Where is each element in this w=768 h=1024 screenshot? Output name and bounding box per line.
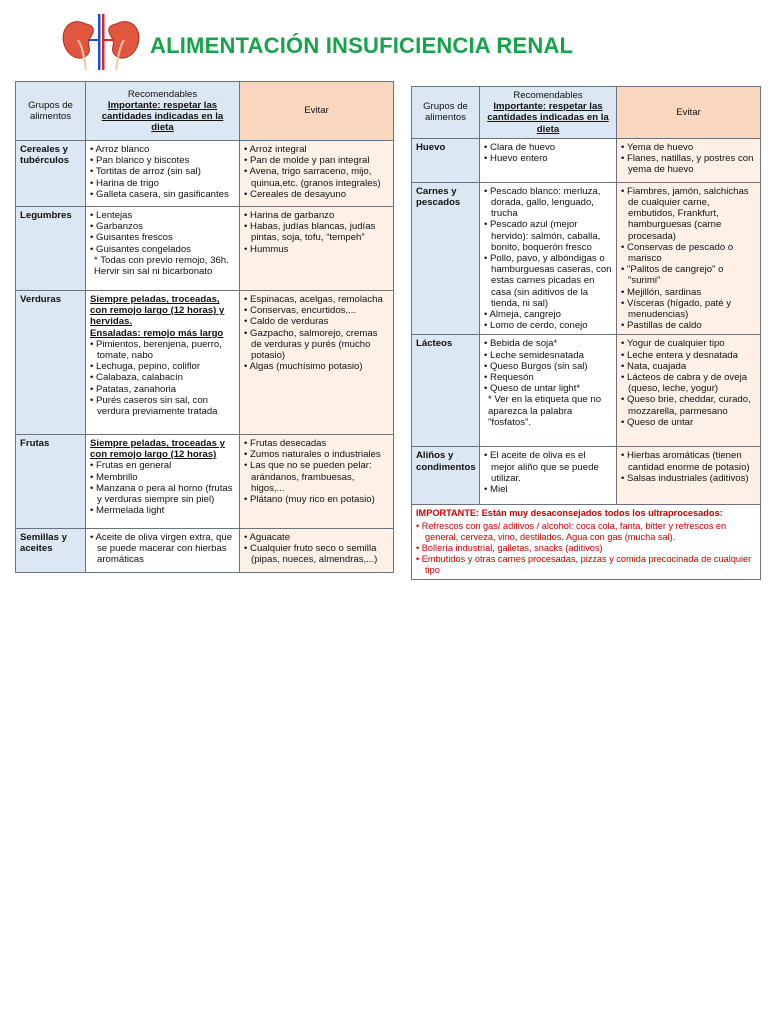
table-row [16, 141, 394, 207]
recommended-list [484, 338, 612, 394]
header-recommended-sub: Importante: respetar las cantidades indicadas en la dieta [101, 99, 224, 134]
avoid-cell [240, 291, 394, 435]
group-cell: Cereales y tubérculos [16, 141, 86, 207]
recommended-list [484, 142, 612, 164]
recommended-cell [86, 291, 240, 435]
list-item: • Aceite de oliva virgen extra, que se puede macerar con hierbas aromáticas [90, 532, 235, 566]
list-item: • Refrescos con gas/ aditivos / alcohol: coca cola, fanta, bitter y refrescos en general, cerveza, vino, destilados. Agua con gas (mucha sal). [416, 521, 756, 543]
recommended-list [90, 460, 235, 516]
recommended-cell [86, 435, 240, 529]
list-item: • Guisantes frescos [90, 232, 235, 243]
list-item: • Espinacas, acelgas, remolacha [244, 294, 389, 305]
list-item: • Bebida de soja* [484, 338, 612, 349]
list-item: • Membrillo [90, 472, 235, 483]
recommended-note: * Ver en la etiqueta que no aparezca la palabra "fosfatos". [488, 394, 602, 428]
table-header-row [412, 87, 761, 139]
table-row [16, 435, 394, 529]
list-item: • Las que no se pueden pelar: arándanos, frambuesas, higos,... [244, 460, 389, 494]
list-item: • Clara de huevo [484, 142, 612, 153]
list-item: • Pastillas de caldo [621, 320, 756, 331]
list-item: • Pan de molde y pan integral [244, 155, 389, 166]
list-item: • Flanes, natillas, y postres con yema de huevo [621, 153, 756, 175]
table-row [412, 335, 761, 447]
list-item: • Arroz blanco [90, 144, 235, 155]
important-list [416, 521, 756, 576]
avoid-list [244, 438, 389, 505]
table-row [16, 207, 394, 291]
list-item: • Frutas desecadas [244, 438, 389, 449]
list-item: • Avena, trigo sarraceno, mijo, quinua,etc. (granos integrales) [244, 166, 389, 188]
avoid-list [621, 142, 756, 176]
list-item: • Galleta casera, sin gasificantes [90, 189, 235, 200]
avoid-cell [240, 529, 394, 573]
list-item: • Cereales de desayuno [244, 189, 389, 200]
list-item: • Caldo de verduras [244, 316, 389, 327]
header-avoid: Evitar [617, 87, 761, 139]
list-item: • Pollo, pavo, y albóndigas o hamburguesas caseras, con estas carnes picadas en casa (sin aditivos de la tienda, ni sal) [484, 253, 612, 309]
kidneys-icon [58, 10, 144, 72]
list-item: • Gazpacho, salmorejo, cremas de verduras y purés (mucho potasio) [244, 328, 389, 362]
list-item: • Pescado azul (mejor hervido): salmón, caballa, bonito, boquerón fresco [484, 219, 612, 253]
list-item: • Tortitas de arroz (sin sal) [90, 166, 235, 177]
list-item: • Yema de huevo [621, 142, 756, 153]
recommended-list [484, 186, 612, 332]
header-recommended [86, 82, 240, 141]
avoid-list [621, 186, 756, 332]
list-item: • Guisantes congelados [90, 244, 235, 255]
header-recommended-title: Recomendables [127, 88, 198, 100]
avoid-cell [617, 138, 761, 182]
list-item: • Harina de trigo [90, 178, 235, 189]
list-item: • Garbanzos [90, 221, 235, 232]
header-recommended-sub: Importante: respetar las cantidades indicadas en la dieta [487, 101, 609, 135]
list-item: • Huevo entero [484, 153, 612, 164]
avoid-list [621, 450, 756, 484]
header-avoid: Evitar [240, 82, 394, 141]
list-item: • Aguacate [244, 532, 389, 543]
recommended-emphasis: Siempre peladas, troceadas, con remojo largo (12 horas) y hervidas. [90, 294, 225, 328]
recommended-cell [86, 207, 240, 291]
list-item: • Yogur de cualquier tipo [621, 338, 756, 349]
table-row [412, 447, 761, 505]
list-item: • Habas, judías blancas, judías pintas, soja, tofu, “tempeh” [244, 221, 389, 243]
list-item: • Embutidos y otras carnes procesadas, pizzas y comida precocinada de cualquier tipo [416, 554, 756, 576]
recommended-list [484, 450, 612, 495]
list-item: • Pescado blanco: merluza, dorada, gallo, lenguado, trucha [484, 186, 612, 220]
recommended-cell [480, 182, 617, 335]
important-row [412, 505, 761, 580]
page-title: ALIMENTACIÓN INSUFICIENCIA RENAL [150, 33, 574, 58]
group-cell: Frutas [16, 435, 86, 529]
avoid-list [244, 532, 389, 566]
list-item: • Lácteos de cabra y de oveja (queso, leche, yogur) [621, 372, 756, 394]
avoid-list [244, 294, 389, 372]
recommended-cell [86, 141, 240, 207]
list-item: • Queso brie, cheddar, curado, mozzarella, parmesano [621, 394, 756, 416]
group-cell: Semillas y aceites [16, 529, 86, 573]
table-row [412, 138, 761, 182]
list-item: • Queso de untar [621, 417, 756, 428]
recommended-note: * Todas con previo remojo, 36h. Hervir sin sal ni bicarbonato [94, 254, 229, 278]
list-item: • Miel [484, 484, 612, 495]
list-item: • Lomo de cerdo, conejo [484, 320, 612, 331]
recommended-list [90, 339, 235, 417]
food-table-left [15, 81, 394, 573]
list-item: • Vísceras (hígado, paté y menudencias) [621, 298, 756, 320]
recommended-cell [86, 529, 240, 573]
list-item: • Patatas, zanahoria [90, 384, 235, 395]
group-cell: Lácteos [412, 335, 480, 447]
avoid-cell [617, 447, 761, 505]
group-cell: Carnes y pescados [412, 182, 480, 335]
list-item: • Cualquier fruto seco o semilla (pipas, nueces, almendras,...) [244, 543, 389, 565]
list-item: • Leche entera y desnatada [621, 350, 756, 361]
important-box [412, 505, 761, 580]
recommended-cell [480, 138, 617, 182]
list-item: • Lentejas [90, 210, 235, 221]
list-item: • Zumos naturales o industriales [244, 449, 389, 460]
table-header-row [16, 82, 394, 141]
avoid-cell [617, 182, 761, 335]
list-item: • Conservas de pescado o marisco [621, 242, 756, 264]
recommended-list [90, 144, 235, 200]
header-groups: Grupos de alimentos [16, 82, 86, 141]
avoid-list [244, 144, 389, 200]
list-item: • Leche semidesnatada [484, 350, 612, 361]
list-item: • Nata, cuajada [621, 361, 756, 372]
list-item: • El aceite de oliva es el mejor aliño que se puede utilizar. [484, 450, 612, 484]
recommended-list [90, 210, 235, 255]
list-item: • Hummus [244, 244, 389, 255]
important-title: IMPORTANTE: Están muy desaconsejados todos los ultraprocesados: [416, 508, 723, 519]
avoid-list [244, 210, 389, 255]
avoid-cell [240, 207, 394, 291]
group-cell: Huevo [412, 138, 480, 182]
list-item: • Algas (muchísimo potasio) [244, 361, 389, 372]
list-item: • Purés caseros sin sal, con verdura previamente tratada [90, 395, 235, 417]
list-item: • Calabaza, calabacín [90, 372, 235, 383]
header-recommended-title: Recomendables [513, 90, 583, 101]
table-row [412, 182, 761, 335]
list-item: • Mermelada light [90, 505, 235, 516]
list-item: • Manzana o pera al horno (frutas y verduras siempre sin piel) [90, 483, 235, 505]
list-item: • Conservas, encurtidos,... [244, 305, 389, 316]
food-table-right [411, 86, 761, 580]
group-cell: Aliños y condimentos [412, 447, 480, 505]
list-item: • Lechuga, pepino, coliflor [90, 361, 235, 372]
header-recommended [480, 87, 617, 139]
list-item: • Hierbas aromáticas (tienen cantidad enorme de potasio) [621, 450, 756, 472]
recommended-list [90, 532, 235, 566]
table-row [16, 529, 394, 573]
list-item: • Requesón [484, 372, 612, 383]
avoid-cell [617, 335, 761, 447]
list-item: • Mejillón, sardinas [621, 287, 756, 298]
list-item: • Queso de untar light* [484, 383, 612, 394]
list-item: • Plátano (muy rico en potasio) [244, 494, 389, 505]
recommended-cell [480, 335, 617, 447]
recommended-emphasis: Ensaladas: remojo más largo [90, 327, 224, 339]
table-row [16, 291, 394, 435]
recommended-emphasis: Siempre peladas, troceadas y con remojo largo (12 horas) [90, 438, 225, 461]
list-item: • Fiambres, jamón, salchichas de cualquier carne, embutidos, Frankfurt, hamburguesas (carne procesada) [621, 186, 756, 242]
avoid-list [621, 338, 756, 428]
list-item: • "Palitos de cangrejo" o "surimi" [621, 264, 756, 286]
list-item: • Salsas industriales (aditivos) [621, 473, 756, 484]
avoid-cell [240, 435, 394, 529]
group-cell: Legumbres [16, 207, 86, 291]
avoid-cell [240, 141, 394, 207]
list-item: • Harina de garbanzo [244, 210, 389, 221]
list-item: • Queso Burgos (sin sal) [484, 361, 612, 372]
header-groups: Grupos de alimentos [412, 87, 480, 139]
list-item: • Pimientos, berenjena, puerro, tomate, nabo [90, 339, 235, 361]
list-item: • Arroz integral [244, 144, 389, 155]
list-item: • Almeja, cangrejo [484, 309, 612, 320]
list-item: • Pan blanco y biscotes [90, 155, 235, 166]
list-item: • Bollería industrial, galletas, snacks (aditivos) [416, 543, 756, 554]
group-cell: Verduras [16, 291, 86, 435]
recommended-cell [480, 447, 617, 505]
list-item: • Frutas en general [90, 460, 235, 471]
